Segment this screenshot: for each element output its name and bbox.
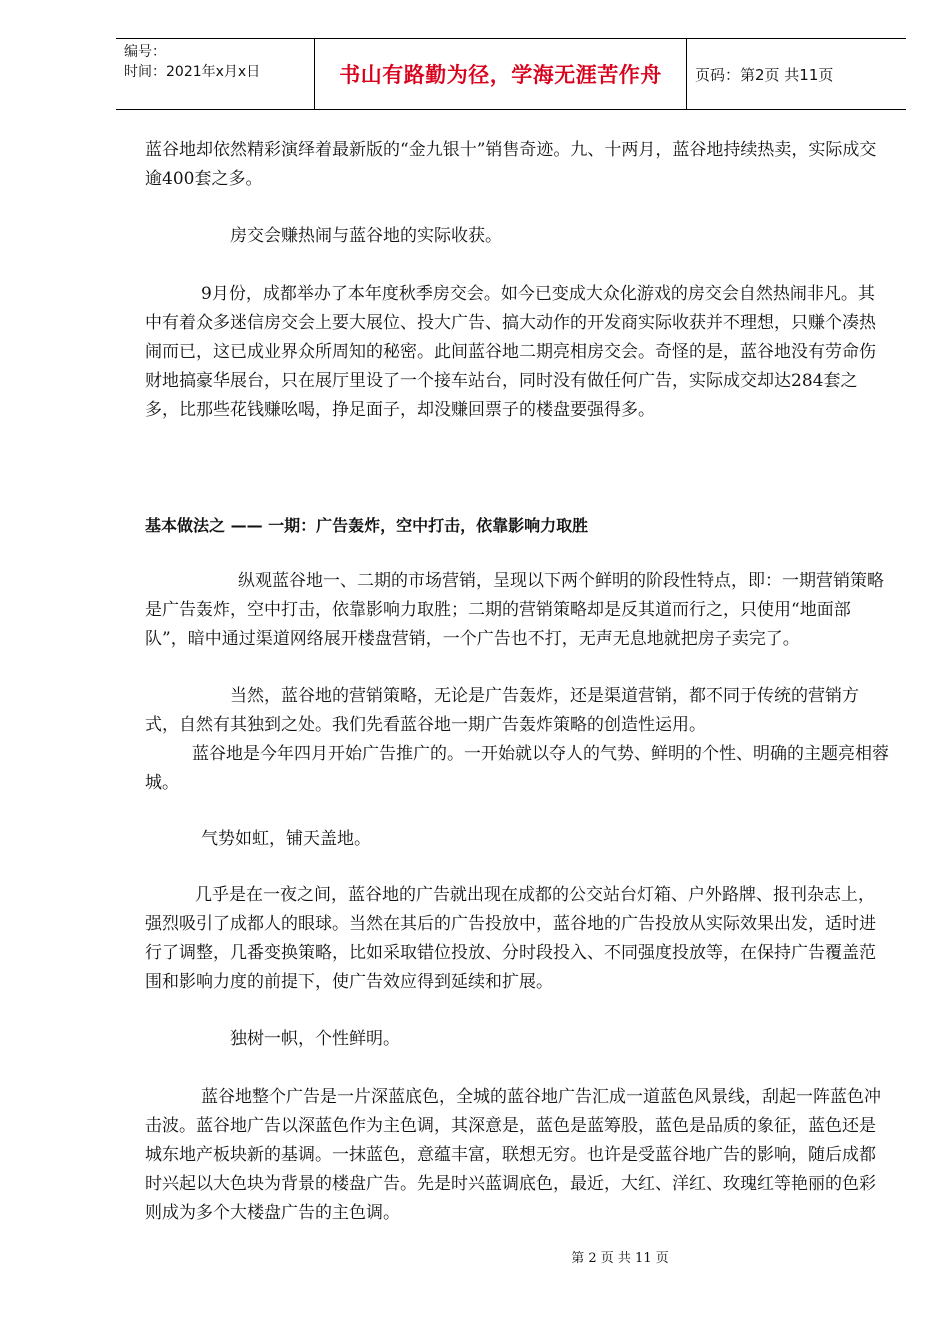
- subheading-momentum: 气势如虹，铺天盖地。: [201, 829, 371, 849]
- section-heading: 基本做法之 —— 一期：广告轰炸，空中打击，依靠影响力取胜: [145, 516, 589, 535]
- subheading-house-fair: 房交会赚热闹与蓝谷地的实际收获。: [230, 226, 502, 246]
- header-motto: 书山有路勤为径，学海无涯苦作舟: [339, 62, 662, 87]
- paragraph-blue-color: 蓝谷地整个广告是一片深蓝底色，全城的蓝谷地广告汇成一道蓝色风景线，刮起一阵蓝色冲击波。蓝谷地广告以深蓝色作为主色调，其深意是，蓝色是蓝筹股，蓝色是品质的象征，蓝色还是城东地产板块新的基调。一抹蓝色，意蕴丰富，联想无穷。也许是受蓝谷地广告的影响，随后成都时兴起以大色块为背景的楼盘广告。先是时兴蓝调底色，最近，大红、洋红、玫瑰红等艳丽的色彩则成为多个大楼盘广告的主色调。: [145, 1087, 881, 1223]
- header-meta: [116, 39, 314, 109]
- page-footer: 第 2 页 共 11 页: [571, 1251, 669, 1266]
- paragraph-1: 蓝谷地却依然精彩演绎着最新版的“金九银十”销售奇迹。九、十两月，蓝谷地持续热卖，实际成交逾400套之多。: [145, 140, 877, 189]
- header-motto-cell: [314, 39, 687, 109]
- paragraph-ad-placement: 几乎是在一夜之间，蓝谷地的广告就出现在成都的公交站台灯箱、户外路牌、报刊杂志上，强烈吸引了成都人的眼球。当然在其后的广告投放中，蓝谷地的广告投放从实际效果出发，适时进行了调整，几番变换策略，比如采取错位投放、分时段投入、不同强度投放等，在保持广告覆盖范围和影响力度的前提下，使广告效应得到延续和扩展。: [145, 885, 876, 992]
- paragraph-april-launch: 蓝谷地是今年四月开始广告推广的。一开始就以夺人的气势、鲜明的个性、明确的主题亮相蓉城。: [145, 744, 889, 793]
- paragraph-overview: 纵观蓝谷地一、二期的市场营销，呈现以下两个鲜明的阶段性特点，即：一期营销策略是广告轰炸，空中打击，依靠影响力取胜；二期的营销策略却是反其道而行之，只使用“地面部队”，暗中通过渠道网络展开楼盘营销，一个广告也不打，无声无息地就把房子卖完了。: [145, 571, 884, 649]
- paragraph-strategy: 当然，蓝谷地的营销策略，无论是广告轰炸，还是渠道营销，都不同于传统的营销方式，自然有其独到之处。我们先看蓝谷地一期广告轰炸策略的创造性运用。: [145, 686, 859, 735]
- header-number-label: 编号：: [124, 44, 166, 60]
- header-page-info: 页码：第2页 共11页: [695, 65, 834, 84]
- paragraph-house-fair: 9月份，成都举办了本年度秋季房交会。如今已变成大众化游戏的房交会自然热闹非凡。其中有着众多迷信房交会上要大展位、投大广告、搞大动作的开发商实际收获并不理想，只赚个凑热闹而已，这已成业界众所周知的秘密。此间蓝谷地二期亮相房交会。奇怪的是，蓝谷地没有劳命伤财地搞豪华展台，只在展厅里设了一个接车站台，同时没有做任何广告，实际成交却达284套之多，比那些花钱赚吆喝，挣足面子，却没赚回票子的楼盘要强得多。: [145, 284, 876, 420]
- subheading-unique: 独树一帜，个性鲜明。: [230, 1029, 400, 1049]
- page-header: [116, 38, 906, 110]
- header-time-label: 时间：2021年x月x日: [124, 64, 261, 80]
